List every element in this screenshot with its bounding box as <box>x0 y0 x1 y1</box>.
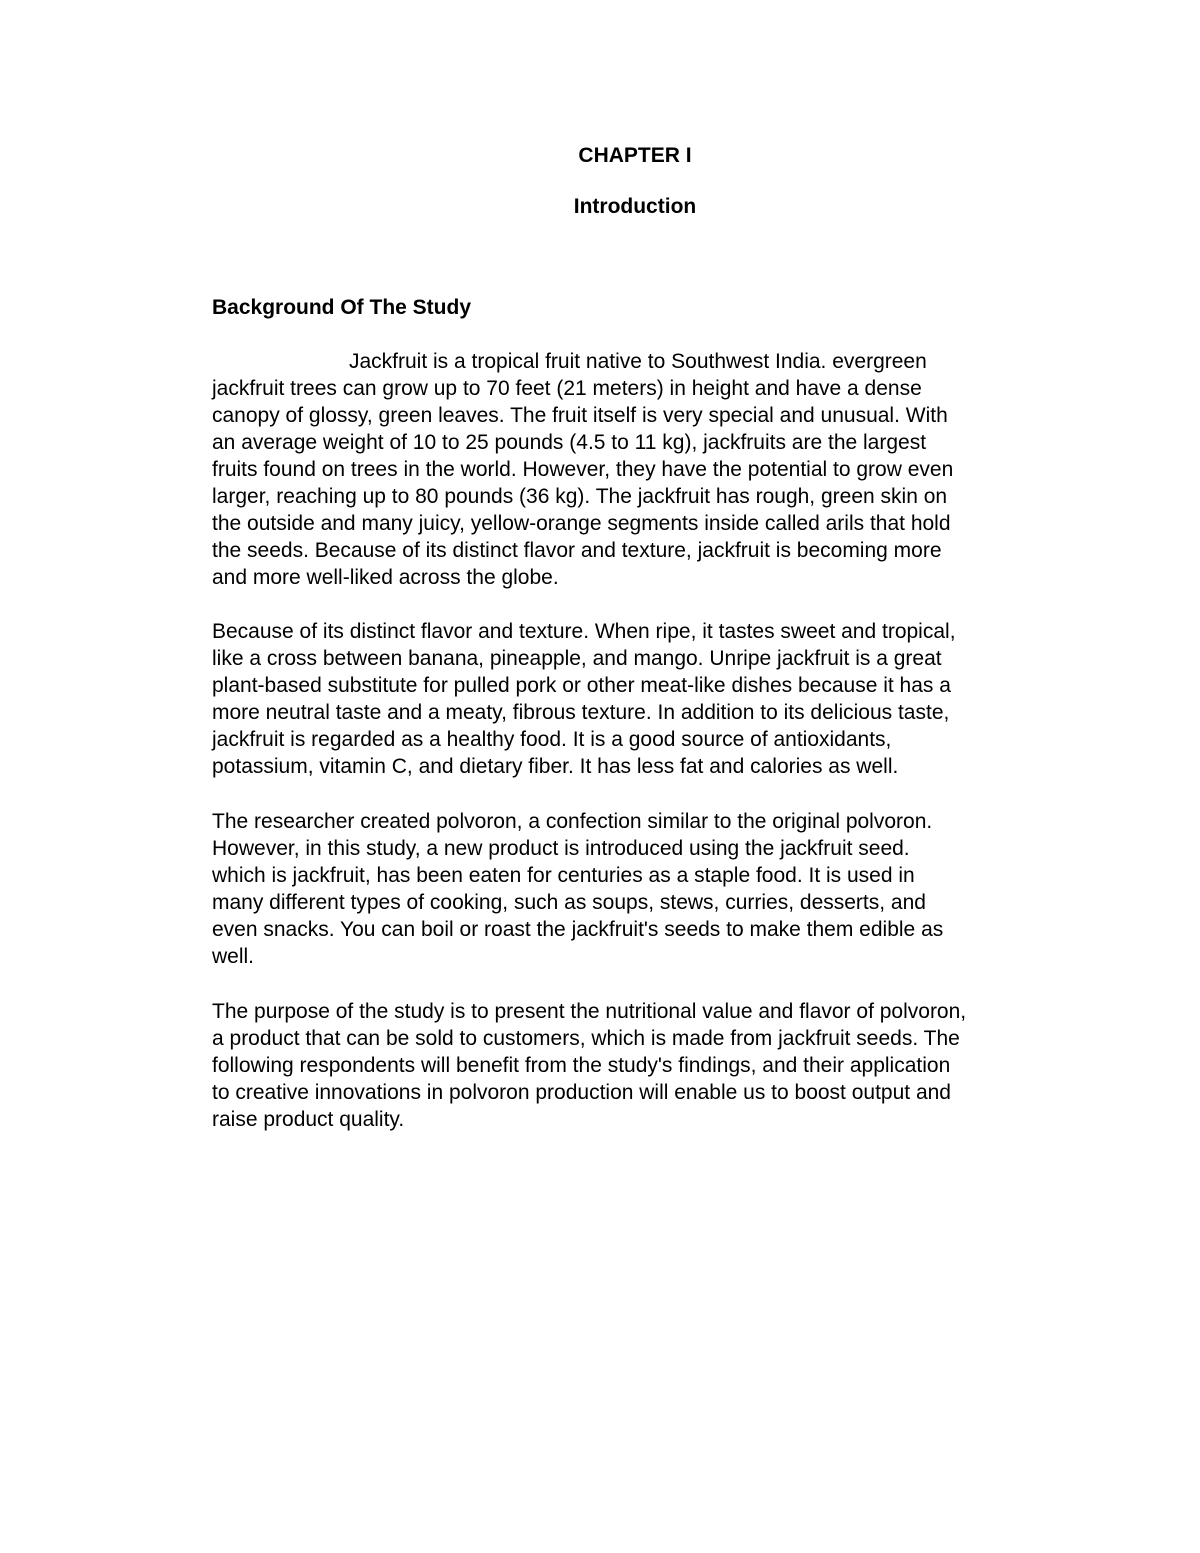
chapter-number: CHAPTER I <box>578 144 692 167</box>
paragraph-line: an average weight of 10 to 25 pounds (4.5 to 11 kg), jackfruits are the largest <box>212 431 927 454</box>
paragraph-line: like a cross between banana, pineapple, and mango. Unripe jackfruit is a great <box>212 647 942 670</box>
chapter-title: Introduction <box>573 195 697 218</box>
section-heading: Background Of The Study <box>212 296 472 319</box>
paragraph-line: The purpose of the study is to present the nutritional value and flavor of polvoron, <box>212 1000 967 1023</box>
paragraph-line: plant-based substitute for pulled pork or other meat-like dishes because it has a <box>212 674 951 697</box>
paragraph-line: more neutral taste and a meaty, fibrous texture. In addition to its delicious taste, <box>212 701 950 724</box>
paragraph-line: well. <box>212 945 255 968</box>
paragraph-4 <box>212 998 1062 1133</box>
paragraph-3 <box>212 808 1062 970</box>
paragraph-line: to creative innovations in polvoron production will enable us to boost output and <box>212 1081 951 1104</box>
paragraph-line: The researcher created polvoron, a confection similar to the original polvoron. <box>212 810 933 833</box>
paragraph-line: jackfruit trees can grow up to 70 feet (21 meters) in height and have a dense <box>212 377 922 400</box>
paragraph-line: the outside and many juicy, yellow-orange segments inside called arils that hold <box>212 512 951 535</box>
paragraph-line: and more well-liked across the globe. <box>212 566 559 589</box>
paragraph-text: Jackfruit is a tropical fruit native to Southwest India. evergreen <box>349 350 927 373</box>
paragraph-line: many different types of cooking, such as soups, stews, curries, desserts, and <box>212 891 926 914</box>
paragraph-line: Because of its distinct flavor and texture. When ripe, it tastes sweet and tropical, <box>212 620 956 643</box>
paragraph-line: raise product quality. <box>212 1108 405 1131</box>
paragraph-2 <box>212 618 1062 780</box>
paragraph-line: following respondents will benefit from the study's findings, and their application <box>212 1054 951 1077</box>
paragraph-1 <box>212 348 1062 591</box>
paragraph-line: which is jackfruit, has been eaten for centuries as a staple food. It is used in <box>212 864 915 887</box>
paragraph-line <box>212 348 1062 375</box>
paragraph-line: even snacks. You can boil or roast the jackfruit's seeds to make them edible as <box>212 918 944 941</box>
paragraph-line: a product that can be sold to customers, which is made from jackfruit seeds. The <box>212 1027 960 1050</box>
paragraph-line: jackfruit is regarded as a healthy food. It is a good source of antioxidants, <box>212 728 892 751</box>
paragraph-line: larger, reaching up to 80 pounds (36 kg). The jackfruit has rough, green skin on <box>212 485 948 508</box>
paragraph-line: canopy of glossy, green leaves. The fruit itself is very special and unusual. With <box>212 404 948 427</box>
paragraph-line: the seeds. Because of its distinct flavor and texture, jackfruit is becoming more <box>212 539 942 562</box>
paragraph-line: fruits found on trees in the world. However, they have the potential to grow even <box>212 458 954 481</box>
paragraph-line: However, in this study, a new product is introduced using the jackfruit seed. <box>212 837 910 860</box>
paragraph-line: potassium, vitamin C, and dietary fiber. It has less fat and calories as well. <box>212 755 899 778</box>
